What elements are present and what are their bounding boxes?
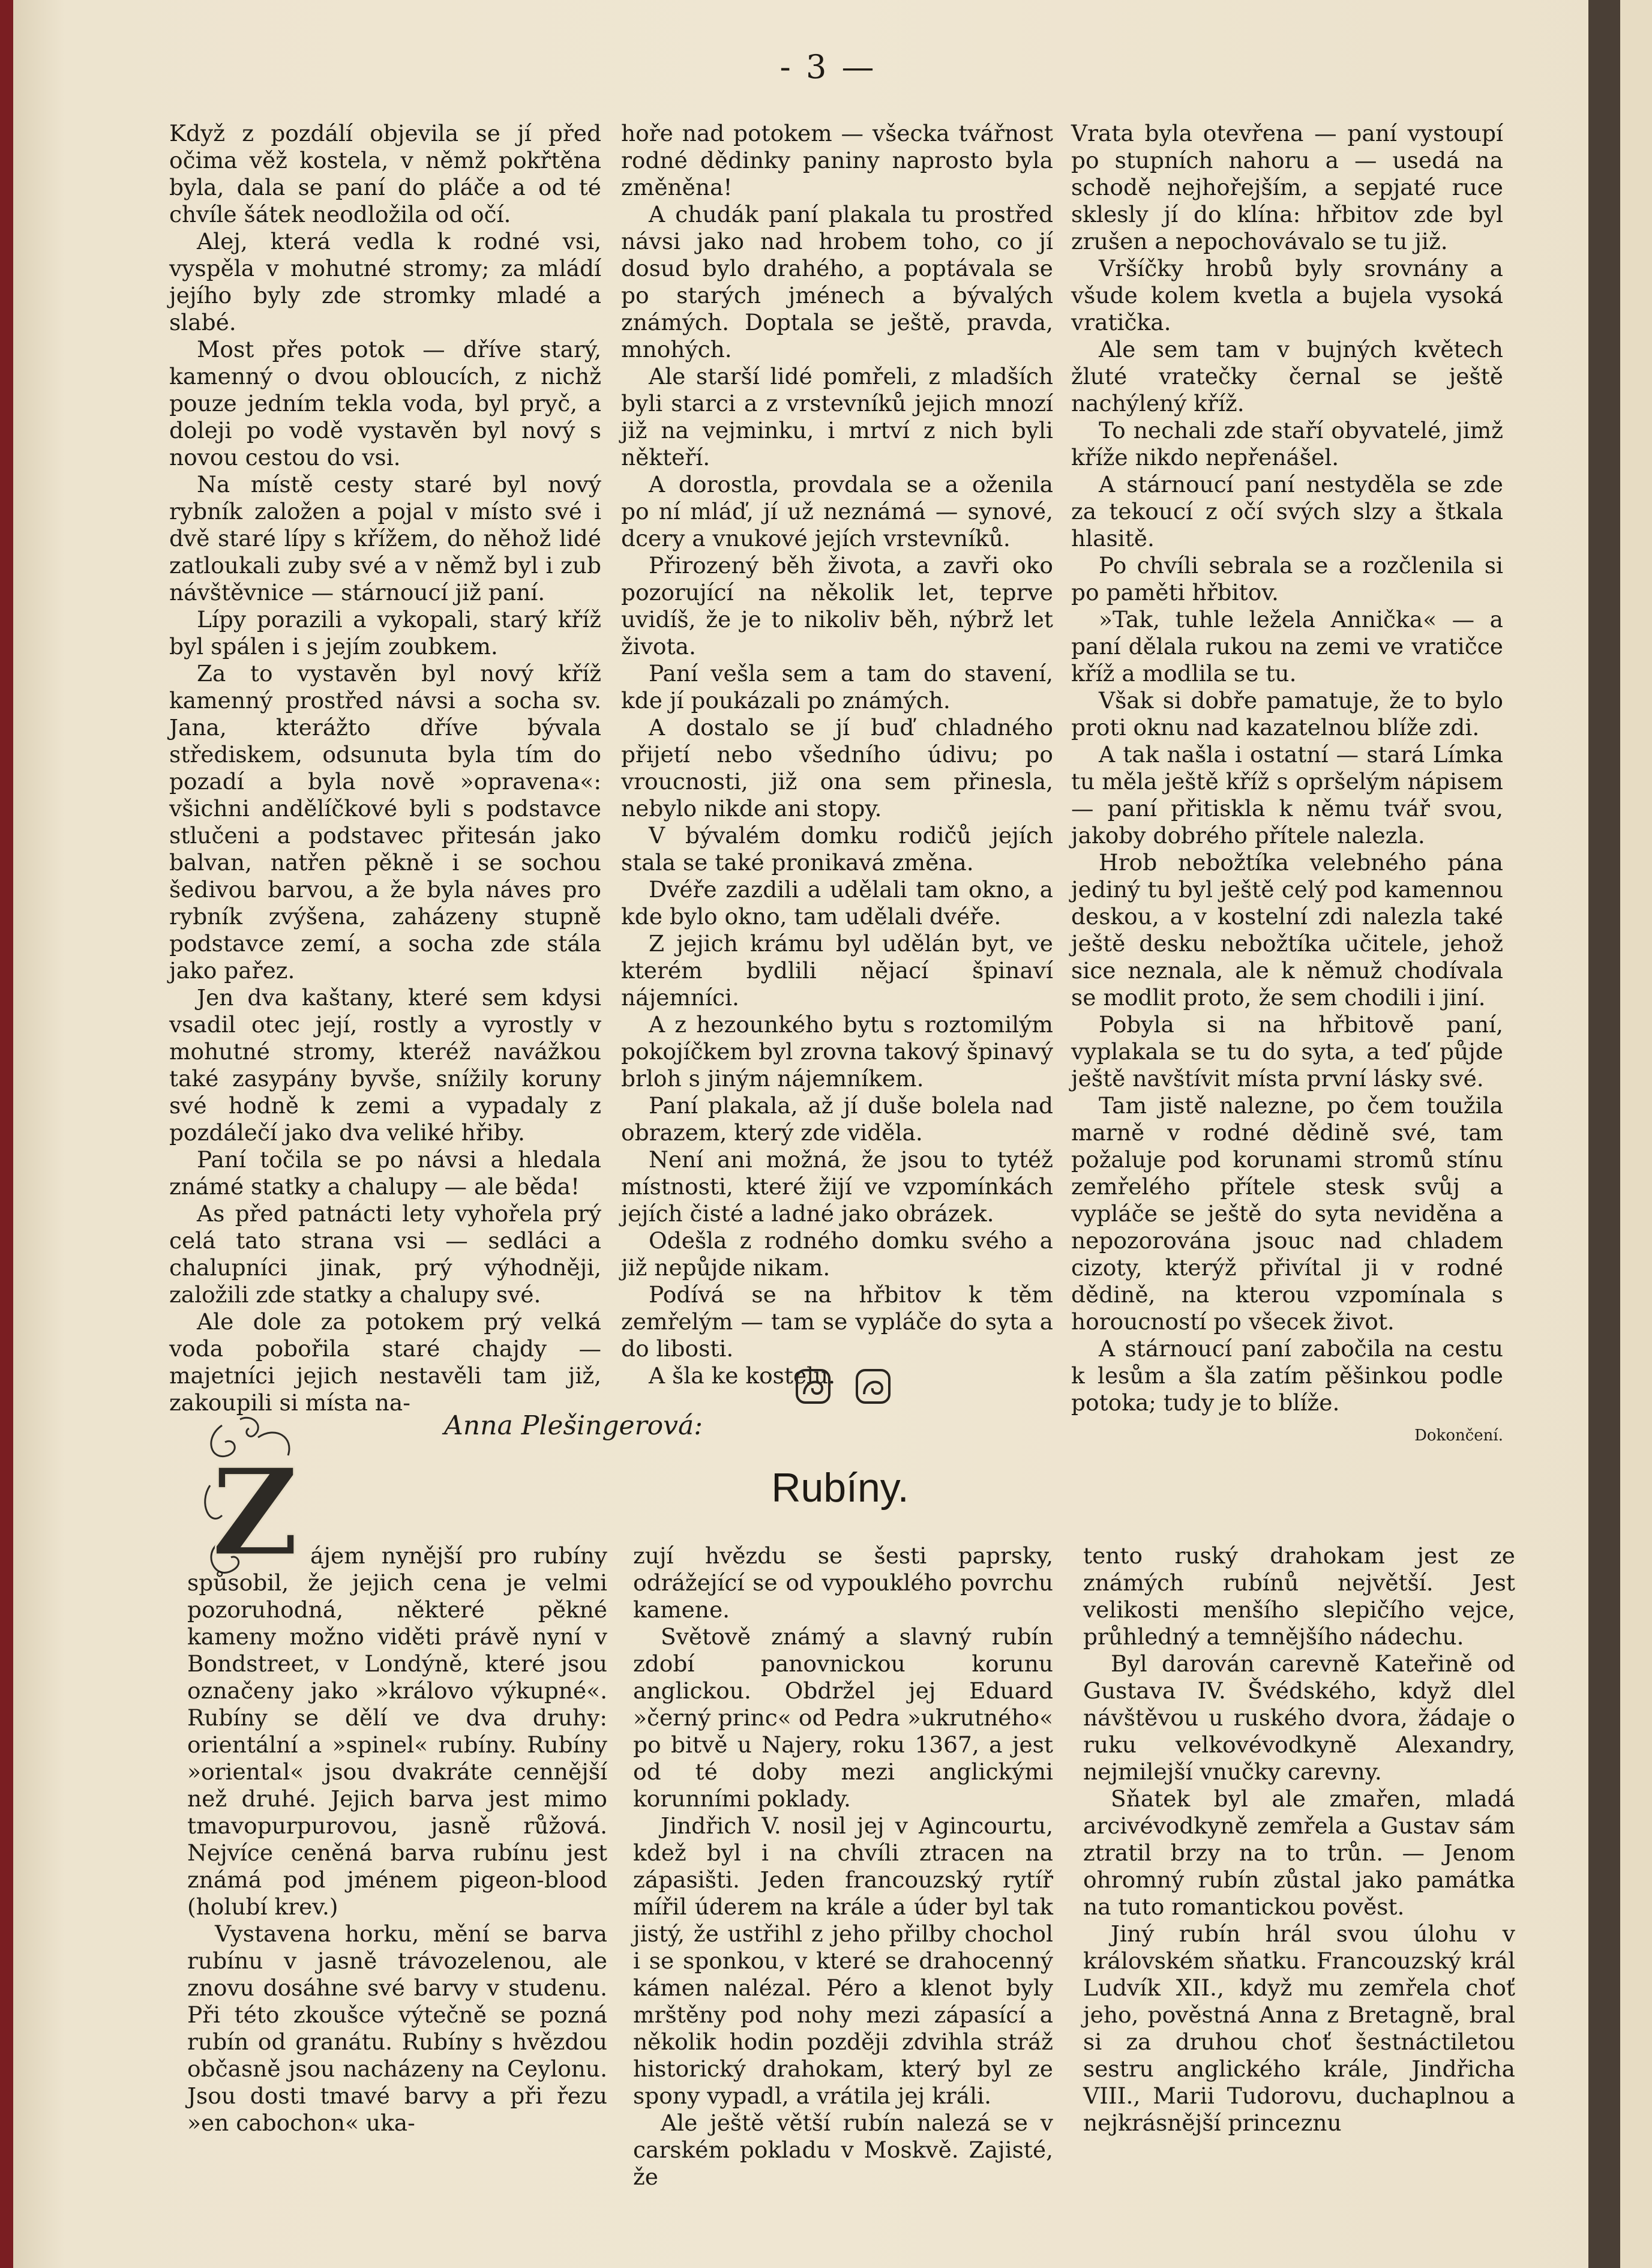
article1-column-1 — [169, 120, 601, 1416]
author-name: Anna Plešingerová: — [444, 1410, 703, 1441]
paragraph: A dostalo se jí buď chladného přijetí nebo všedního údivu; po vroucnosti, již ona sem přinesla, nebylo nikde ani stopy. — [621, 714, 1053, 822]
article2-column-3 — [1083, 1542, 1515, 2137]
article-title: Rubíny. — [771, 1465, 909, 1511]
paragraph: A tak našla i ostatní — stará Límka tu měla ještě kříž s opršelým nápisem — paní přitiskla k němu tvář svou, jakoby dobrého přítele nalezla. — [1071, 741, 1503, 849]
article2-column-1 — [187, 1542, 607, 2137]
paragraph: Za to vystavěn byl nový kříž kamenný prostřed návsi a socha sv. Jana, kterážto dříve bývala střediskem, odsunuta byla tím do pozadí a byla nově »opravena«: všichni andělíčkové byli s podstavce stlučeni a podstavec přitesán jako balvan, natřen pěkně i se sochou šedivou barvou, a že byla náves pro rybník zvýšena, zaházeny stupně podstavce zemí, a socha zde stála jako pařez. — [169, 660, 601, 984]
binding-edge — [0, 0, 13, 2268]
paragraph: »Tak, tuhle ležela Annička« — a paní dělala rukou na zemi ve vratičce kříž a modlila se tu. — [1071, 606, 1503, 687]
paragraph: A z hezounkého bytu s roztomilým pokojíčkem byl zrovna takový špinavý brloh s jiným nájemníkem. — [621, 1011, 1053, 1092]
paragraph: Vrata byla otevřena — paní vystoupí po stupních nahoru a — usedá na schodě nejhořejším, a sepjaté ruce sklesly jí do klína: hřbitov zde byl zrušen a nepochovávalo se tu již. — [1071, 120, 1503, 254]
paragraph: Ale dole za potokem prý velká voda pobořila staré chajdy — majetníci jejich nestavěli tam již, zakoupili si místa na- — [169, 1308, 601, 1416]
paragraph: Když z pozdálí objevila se jí před očima věž kostela, v němž pokřtěna byla, dala se paní do pláče a od té chvíle šátek neodložila od očí. — [169, 120, 601, 227]
paragraph: Ale sem tam v bujných květech žluté vratečky černal se ještě nachýlený kříž. — [1071, 336, 1503, 417]
initial-letter: Z — [211, 1442, 299, 1583]
paragraph: Hrob nebožtíka velebného pána jediný tu byl ještě celý pod kamennou deskou, a v kostelní zdi nalezla také ještě desku nebožtíka učitele, jehož sice neznala, ale k němuž chodívala se modlit proto, že sem chodili i jiní. — [1071, 849, 1503, 1011]
article1-column-2 — [621, 120, 1053, 1389]
paragraph: zují hvězdu se šesti paprsky, odrážející se od vypouklého povrchu kamene. — [633, 1542, 1053, 1623]
paragraph: Jiný rubín hrál svou úlohu v královském sňatku. Francouzský král Ludvík XII., když mu zemřela choť jeho, pověstná Anna z Bretagně, bral si za druhou choť šestnáctiletou sestru anglického krále, Jindřicha VIII., Marii Tudorovu, duchaplnou a nejkrásnější princeznu — [1083, 1921, 1515, 2136]
paragraph: Dvéře zazdili a udělali tam okno, a kde bylo okno, tam udělali dvéře. — [621, 876, 1053, 930]
paragraph: Jindřich V. nosil jej v Agincourtu, kdež byl i na chvíli ztracen na zápasišti. Jeden francouzský rytíř mířil úderem na krále a úder byl tak jistý, že ustřihl z jeho přilby chochol i se sponkou, v které se drahocenný kámen nalézal. Péro a klenot byly mrštěny pod nohy mezi zápasící a několik hodin později zdvihla stráž historický drahokam, který byl ze spony vypadl, a vrátila jej králi. — [633, 1812, 1053, 2109]
paragraph: Paní točila se po návsi a hledala známé statky a chalupy — ale běda! — [169, 1146, 601, 1200]
paragraph: Paní vešla sem a tam do stavení, kde jí poukázali po známých. — [621, 660, 1053, 714]
page-number: - 3 — — [779, 48, 877, 86]
article1-column-3 — [1071, 120, 1503, 1449]
paragraph: A šla ke kostelu. — [649, 1362, 836, 1389]
paragraph: hoře nad potokem — všecka tvářnost rodné dědinky paniny naprosto byla změněna! — [621, 120, 1053, 200]
paragraph: Světově známý a slavný rubín zdobí panovnickou korunu anglickou. Obdržel jej Eduard »černý princ« od Pedra »ukrutného« po bitvě u Najery, roku 1367, a jest od té doby mezi anglickými korunními poklady. — [633, 1623, 1053, 1812]
paragraph: Vystavena horku, mění se barva rubínu v jasně trávozelenou, ale znovu dosáhne své barvy v studenu. Při této zkoušce výtečně se pozná rubín od granátu. Rubíny s hvězdou občasně jsou nacházeny na Ceylonu. Jsou dosti tmavé barvy a při řezu »en cabochon« uka- — [187, 1921, 607, 2136]
paragraph: Na místě cesty staré byl nový rybník založen a pojal v místo své i dvě staré lípy s křížem, do něhož lidé zatloukali zuby své a v němž byl i zub návštěvnice — stárnoucí již paní. — [169, 471, 601, 606]
paragraph: Tam jistě nalezne, po čem toužila marně v rodné dědině své, tam požaluje pod korunami stromů stínu zemřelého přítele stesk svůj a vypláče se ještě do syta neviděna a nepozorována jsouc nad chladem cizoty, kterýž přivítal ji v rodné dědině, na kterou vzpomínala s horoucností po všecek život. — [1071, 1092, 1503, 1335]
paragraph: To nechali zde staří obyvatelé, jimž kříže nikdo nepřenášel. — [1071, 417, 1503, 471]
paragraph: ájem nynější pro rubíny spůsobil, že jejich cena je velmi pozoruhodná, některé pěkné kameny možno viděti právě nyní v Bondstreet, v Londýně, které jsou označeny jako »královo výkupné«. Rubíny se dělí ve dva druhy: orientální a »spinel« rubíny. Rubíny »oriental« jsou dvakráte cennější než druhé. Jejich barva jest mimo tmavopurpurovou, jasně růžová. Nejvíce ceněná barva rubínu jest známá pod jménem pigeon-blood (holubí krev.) — [187, 1542, 607, 1920]
paragraph: A dorostla, provdala se a oženila po ní mláď, jí už neznámá — synové, dcery a vnukové jejích vrstevníků. — [621, 471, 1053, 552]
paragraph: tento ruský drahokam jest ze známých rubínů největší. Jest velikosti menšího slepičího vejce, průhledný a temnějšího nádechu. — [1083, 1542, 1515, 1650]
paragraph: Však si dobře pamatuje, že to bylo proti oknu nad kazatelnou blíže zdi. — [1071, 687, 1503, 741]
paragraph: Vršíčky hrobů byly srovnány a všude kolem kvetla a bujela vysoká vratička. — [1071, 255, 1503, 335]
paragraph: Podívá se na hřbitov k těm zemřelým — tam se vypláče do syta a do libosti. — [621, 1281, 1053, 1362]
paragraph: Z jejich krámu byl udělán byt, ve kterém bydlili nějací špinaví nájemníci. — [621, 930, 1053, 1011]
paragraph: A stárnoucí paní zabočila na cestu k lesům a šla zatím pěšinkou podle potoka; tudy je to blíže. — [1071, 1335, 1503, 1416]
paragraph: Odešla z rodného domku svého a již nepůjde nikam. — [621, 1227, 1053, 1281]
paragraph: Most přes potok — dříve starý, kamenný o dvou obloucích, z nichž pouze jedním tekla voda, byl pryč, a doleji po vodě vystavěn byl nový s novou cestou do vsi. — [169, 336, 601, 471]
paragraph: Paní plakala, až jí duše bolela nad obrazem, který zde viděla. — [621, 1092, 1053, 1146]
paragraph: Není ani možná, že jsou to tytéž místnosti, které žijí ve vzpomínkách jejích čisté a ladné jako obrázek. — [621, 1146, 1053, 1227]
paragraph: V bývalém domku rodičů jejích stala se také pronikavá změna. — [621, 822, 1053, 876]
paragraph: Alej, která vedla k rodné vsi, vyspěla v mohutné stromy; za mládí jejího byly zde stromky mladé a slabé. — [169, 228, 601, 335]
paragraph: Jen dva kaštany, které sem kdysi vsadil otec její, rostly a vyrostly v mohutné stromy, kteréž navážkou také zasypány byvše, snížily koruny své hodně k zemi a vypadaly z pozdálečí jako dva veliké hřiby. — [169, 984, 601, 1146]
section-ornament-icon — [786, 1365, 900, 1407]
paragraph: Sňatek byl ale zmařen, mladá arcivévodkyně zemřela a Gustav sám ztratil brzy na to trůn. — Jenom ohromný rubín zůstal jako památka na tuto romantickou pověst. — [1083, 1785, 1515, 1920]
paragraph: Ale starší lidé pomřeli, z mladších byli starci a z vrstevníků jejich mnozí již na vejminku, i mrtví z nich byli někteří. — [621, 363, 1053, 471]
paragraph: A chudák paní plakala tu prostřed návsi jako nad hrobem toho, co jí dosud bylo drahého, a poptávala se po starých jménech a bývalých známých. Doptala se ještě, pravda, mnohých. — [621, 201, 1053, 362]
page-edge-shadow — [1588, 0, 1620, 2268]
article2-column-2 — [633, 1542, 1053, 2191]
continuation-note: Dokončení. — [1414, 1427, 1503, 1445]
paragraph: Byl darován carevně Kateřině od Gustava IV. Švédského, když dlel návštěvou u ruského dvora, žádaje o ruku velkovévodkyně Alexandry, nejmilejší vnučky carevny. — [1083, 1650, 1515, 1785]
paragraph: As před patnácti lety vyhořela prý celá tato strana vsi — sedláci a chalupníci jinak, prý výhodněji, založili zde statky a chalupy své. — [169, 1200, 601, 1308]
paragraph: Po chvíli sebrala se a rozčlenila si po paměti hřbitov. — [1071, 552, 1503, 606]
paragraph: Přirozený běh života, a zavři oko pozorující na několik let, teprve uvidíš, že je to nikoliv běh, nýbrž let života. — [621, 552, 1053, 660]
paragraph: A stárnoucí paní nestyděla se zde za tekoucí z očí svých slzy a štkala hlasitě. — [1071, 471, 1503, 552]
paragraph: Lípy porazili a vykopali, starý kříž byl spálen i s jejím zoubkem. — [169, 606, 601, 660]
paragraph: Pobyla si na hřbitově paní, vyplakala se tu do syta, a teď půjde ještě navštívit místa první lásky své. — [1071, 1011, 1503, 1092]
paragraph: Ale ještě větší rubín nalezá se v carském pokladu v Moskvě. Zajisté, že — [633, 2110, 1053, 2190]
